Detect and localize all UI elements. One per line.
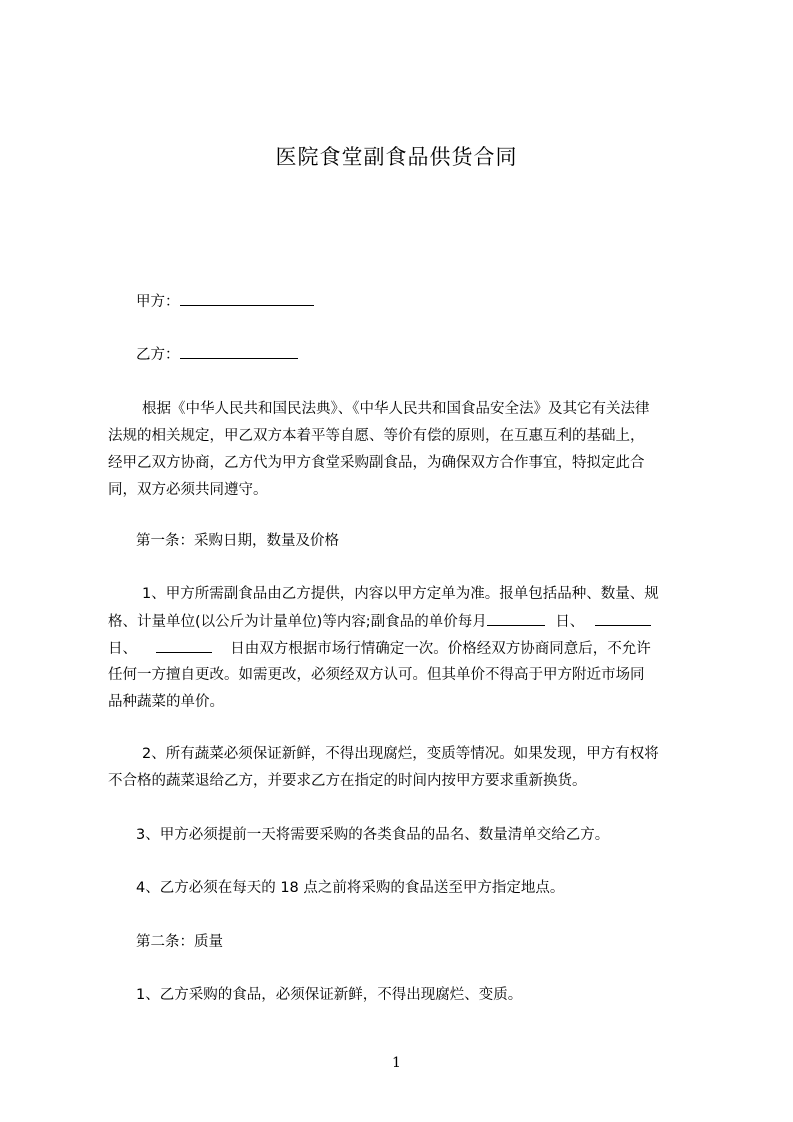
party-a-blank [180, 291, 314, 306]
article-2-item-1: 1、乙方采购的食品，必须保证新鲜，不得出现腐烂、变质。 [136, 987, 523, 1003]
article-1-item-1-line-2 [108, 611, 651, 632]
article-1-item-2-line-2: 不合格的蔬菜退给乙方，并要求乙方在指定的时间内按甲方要求重新换货。 [108, 773, 587, 789]
party-b-label: 乙方： [136, 347, 180, 363]
intro-line-3: 经甲乙双方协商，乙方代为甲方食堂采购副食品，为确保双方合作事宜，特拟定此合 [108, 455, 645, 471]
price-determination-text: 日由双方根据市场行情确定一次。价格经双方协商同意后，不允许 [230, 641, 651, 657]
article-1-item-2-line-1: 2、所有蔬菜必须保证新鲜，不得出现腐烂，变质等情况。如果发现，甲方有权将 [142, 746, 659, 762]
party-a-line [136, 291, 314, 312]
article-1-item-1-line-1: 1、甲方所需副食品由乙方提供，内容以甲方定单为准。报单包括品种、数量、规 [142, 586, 659, 602]
intro-line-4: 同，双方必须共同遵守。 [108, 482, 268, 498]
article-1-item-1-line-5: 品种蔬菜的单价。 [108, 694, 224, 710]
article-1-heading: 第一条：采购日期，数量及价格 [136, 533, 339, 549]
article-2-heading: 第二条：质量 [136, 934, 223, 950]
article-1-item-4: 4、乙方必须在每天的 18 点之前将采购的食品送至甲方指定地点。 [136, 880, 565, 896]
party-b-blank [180, 344, 298, 359]
unit-price-text: 格、计量单位(以公斤为计量单位)等内容;副食品的单价每月 [108, 614, 487, 630]
page-number: 1 [392, 1055, 401, 1071]
article-1-item-1-line-3 [108, 638, 651, 659]
day-label-2: 日、 [108, 641, 137, 657]
date-blank-3 [156, 638, 212, 653]
page-title: 医院食堂副食品供货合同 [275, 145, 518, 169]
intro-line-1: 根据《中华人民共和国民法典》、《中华人民共和国食品安全法》及其它有关法律 [142, 401, 650, 417]
party-b-line [136, 344, 298, 365]
party-a-label: 甲方： [136, 294, 180, 310]
day-label-1: 日、 [555, 614, 585, 630]
date-blank-2 [595, 611, 651, 626]
article-1-item-3: 3、甲方必须提前一天将需要采购的各类食品的品名、数量清单交给乙方。 [136, 827, 610, 843]
article-1-item-1-line-4: 任何一方擅自更改。如需更改，必须经双方认可。但其单价不得高于甲方附近市场同 [108, 667, 645, 683]
date-blank-1 [487, 611, 545, 626]
intro-line-2: 法规的相关规定，甲乙双方本着平等自愿、等价有偿的原则，在互惠互利的基础上， [108, 428, 645, 444]
